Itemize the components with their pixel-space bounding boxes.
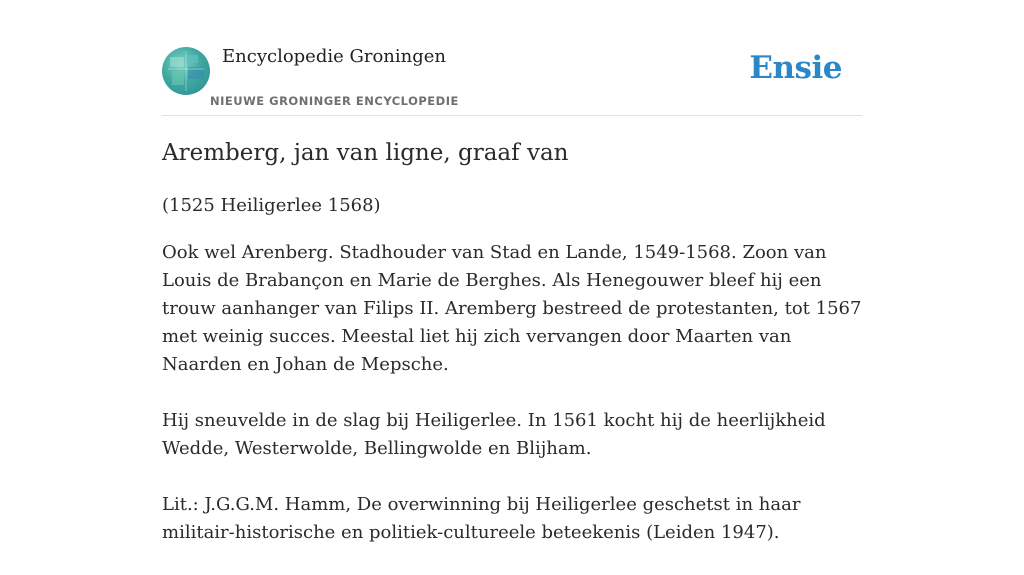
site-header [162, 0, 862, 116]
site-logo-icon[interactable] [162, 47, 210, 95]
site-subtitle: NIEUWE GRONINGER ENCYCLOPEDIE [210, 94, 459, 108]
site-title[interactable]: Encyclopedie Groningen [222, 46, 447, 67]
entry-paragraph: Ook wel Arenberg. Stadhouder van Stad en Lande, 1549-1568. Zoon van Louis de Brabançon en Marie de Berghes. Als Henegouwer bleef hij een trouw aanhanger van Filips II. Aremberg bestreed de protestanten, tot 1567 met weinig succes. Meestal liet hij zich vervangen door Maarten van Naarden en Johan de Mepsche. [162, 242, 862, 375]
entry-dates: (1525 Heiligerlee 1568) [162, 195, 381, 216]
entry-body [162, 239, 862, 575]
entry-paragraph: Hij sneuvelde in de slag bij Heiligerlee. In 1561 kocht hij de heerlijkheid Wedde, Westerwolde, Bellingwolde en Blijham. [162, 410, 826, 459]
brand-logo[interactable]: Ensie [749, 50, 842, 86]
entry-title: Aremberg, jan van ligne, graaf van [162, 140, 569, 166]
page [162, 0, 862, 543]
entry-paragraph: Lit.: J.G.G.M. Hamm, De overwinning bij Heiligerlee geschetst in haar militair-historische en politiek-cultureele beteekenis (Leiden 1947). [162, 494, 801, 543]
